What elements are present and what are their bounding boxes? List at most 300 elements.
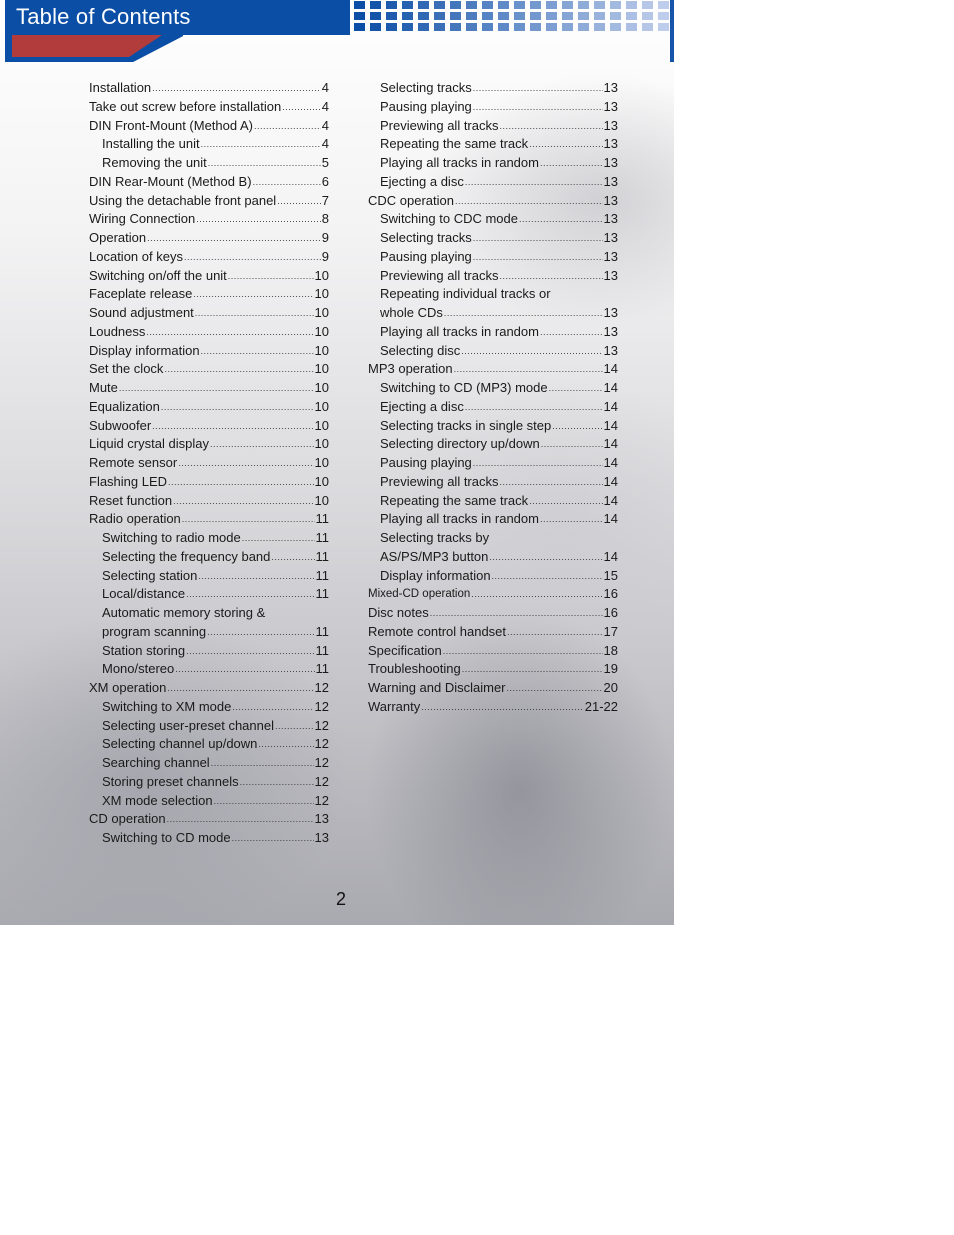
toc-dot-leader [552,417,602,436]
pattern-square [482,12,493,20]
toc-entry-title: Equalization [89,398,160,414]
toc-dot-leader [541,435,603,454]
toc-entry [368,304,618,323]
pattern-square [402,1,413,9]
toc-dot-leader [210,435,314,454]
toc-dot-leader [198,567,314,586]
toc-entry-title: whole CDs [380,305,443,320]
toc-entry [89,623,329,642]
toc-entry-page: 11 [315,623,329,639]
toc-entry [89,323,329,342]
toc-entry [89,810,329,829]
pattern-square [642,23,653,31]
toc-entry [368,548,618,567]
toc-dot-leader [164,360,313,379]
toc-entry [368,604,618,623]
toc-entry-title: Warranty [368,698,421,714]
toc-entry-title: XM operation [89,680,167,695]
toc-entry [368,567,618,586]
toc-dot-leader [266,604,328,623]
toc-entry-title: XM mode selection [102,792,213,808]
toc-entry [89,79,329,98]
toc-entry [89,492,329,511]
toc-entry-page: 14 [603,417,618,433]
pattern-square [514,1,525,9]
toc-entry-page: 10 [314,398,329,414]
toc-entry [368,660,618,679]
toc-entry [368,454,618,473]
toc-column-left [89,79,329,848]
toc-entry [89,454,329,473]
toc-entry [368,173,618,192]
toc-dot-leader [167,810,314,829]
toc-entry-title: Selecting disc [380,342,461,358]
toc-entry [368,435,618,454]
pattern-square [546,1,557,9]
toc-entry-title: Specification [368,642,442,658]
toc-dot-leader [195,304,314,323]
toc-entry-title: DIN Rear-Mount (Method B) [89,173,252,189]
toc-dot-leader [161,398,314,417]
toc-entry [89,473,329,492]
toc-entry-title: Station storing [102,642,186,658]
toc-entry-page: 11 [315,586,329,602]
toc-dot-leader [465,173,603,192]
toc-entry-page: 14 [603,492,618,508]
pattern-square [418,23,429,31]
toc-entry-title: CD operation [89,811,166,827]
toc-dot-leader [196,210,321,229]
toc-dot-leader [489,548,602,567]
toc-entry [89,717,329,736]
toc-dot-leader [201,135,321,154]
toc-entry-page: 12 [314,698,329,714]
toc-dot-leader [540,154,603,173]
toc-entry [89,773,329,792]
toc-dot-leader [232,698,313,717]
toc-entry-title: Remote control handset [368,623,507,639]
toc-entry [89,510,329,529]
pattern-square [658,12,669,20]
pattern-square [578,1,589,9]
toc-entry [368,285,618,304]
pattern-square [418,12,429,20]
pattern-square [594,12,605,20]
toc-entry-title: Radio operation [89,511,181,527]
toc-entry [368,323,618,342]
toc-entry [89,735,329,754]
toc-dot-leader [147,229,321,248]
page-number: 2 [336,889,347,909]
toc-entry-page: 10 [314,380,329,395]
toc-entry-page: 13 [603,155,618,170]
pattern-square [610,23,621,31]
toc-entry-title: Display information [380,567,491,583]
toc-entry-title: Repeating individual tracks or [380,286,551,302]
toc-entry [89,135,329,154]
toc-dot-leader [507,679,603,698]
toc-entry-title: Switching on/off the unit [89,267,227,283]
toc-entry-title: Installing the unit [102,136,200,152]
toc-entry [89,342,329,361]
toc-dot-leader [490,529,617,548]
toc-entry-page: 10 [314,361,329,377]
toc-entry-title: Troubleshooting [368,661,461,677]
toc-entry [368,642,618,661]
pattern-square [610,1,621,9]
pattern-square [610,12,621,20]
toc-dot-leader [430,604,603,623]
toc-entry [368,473,618,492]
toc-entry-page: 13 [603,173,618,189]
pattern-square [626,23,637,31]
toc-entry-title: Playing all tracks in random [380,323,539,339]
toc-entry-page: 4 [321,80,329,95]
toc-dot-leader [168,473,313,492]
toc-entry [368,529,618,548]
toc-entry-title: Removing the unit [102,155,207,170]
decorative-square-pattern [352,0,670,34]
pattern-square [530,1,541,9]
toc-entry-title: Pausing playing [380,98,472,114]
pattern-square [386,12,397,20]
pattern-square [354,12,365,20]
pattern-square [402,12,413,20]
toc-entry [368,698,618,717]
toc-dot-leader [529,492,602,511]
toc-entry-title: Sound adjustment [89,305,194,320]
toc-entry-page: 13 [603,211,618,227]
toc-entry-page: 13 [603,192,618,208]
toc-entry-title: Subwoofer [89,417,152,433]
toc-entry-title: Playing all tracks in random [380,155,539,170]
toc-entry-page: 12 [314,736,329,752]
toc-entry-title: Using the detachable front panel [89,192,277,208]
pattern-square [594,23,605,31]
toc-entry [368,585,618,604]
toc-entry-page: 12 [314,680,329,695]
toc-entry [89,154,329,173]
toc-entry-page: 10 [314,267,329,283]
toc-entry-title: Display information [89,342,200,358]
toc-entry-title: Ejecting a disc [380,398,464,414]
toc-entry-title: Repeating the same track [380,136,529,152]
pattern-square [402,23,413,31]
toc-entry [89,192,329,211]
toc-entry-page: 4 [321,136,329,152]
pattern-square [578,23,589,31]
toc-dot-leader [462,660,603,679]
toc-entry-page: 12 [314,773,329,789]
pattern-square [514,23,525,31]
toc-entry-page: 14 [603,511,618,527]
toc-entry-title: Operation [89,230,147,245]
toc-entry-title: Previewing all tracks [380,473,499,489]
toc-entry-title: Loudness [89,323,146,339]
toc-entry-page: 13 [603,305,618,320]
toc-entry-title: Selecting tracks [380,230,472,245]
toc-entry-title: Mono/stereo [102,661,175,677]
toc-entry-page: 14 [603,436,618,452]
toc-dot-leader [175,660,314,679]
toc-entry-title: Searching channel [102,755,210,770]
toc-entry-title: AS/PS/MP3 button [380,548,489,564]
toc-entry-title: Selecting tracks in single step [380,417,552,433]
toc-entry-page: 11 [315,661,329,677]
toc-entry-page: 13 [603,80,618,95]
toc-entry-page: 13 [603,267,618,283]
pattern-square [578,12,589,20]
pattern-square [530,12,541,20]
toc-entry-page: 10 [314,305,329,320]
toc-dot-leader [193,285,313,304]
toc-entry [368,267,618,286]
toc-entry-page: 14 [603,361,618,377]
toc-entry [368,510,618,529]
toc-entry [89,173,329,192]
toc-entry-page: 13 [603,136,618,152]
toc-entry-title: Switching to radio mode [102,530,241,545]
toc-entry [89,567,329,586]
toc-entry-page: 14 [603,548,618,564]
toc-dot-leader [152,79,321,98]
toc-entry-title: Selecting channel up/down [102,736,258,752]
pattern-square [370,1,381,9]
toc-dot-leader [471,585,602,604]
toc-entry [89,642,329,661]
toc-entry-page: 12 [314,755,329,770]
toc-entry [368,154,618,173]
toc-entry-title: Flashing LED [89,473,168,489]
pattern-square [466,1,477,9]
pattern-square [466,12,477,20]
toc-entry [89,304,329,323]
toc-entry [89,548,329,567]
pattern-square [386,23,397,31]
toc-dot-leader [254,117,321,136]
pattern-square [562,1,573,9]
toc-dot-leader [152,417,313,436]
toc-entry [89,698,329,717]
toc-dot-leader [275,717,314,736]
toc-entry-page: 10 [314,436,329,452]
toc-dot-leader [500,117,603,136]
toc-column-right [368,79,618,717]
pattern-square [546,12,557,20]
toc-dot-leader [500,267,603,286]
toc-entry-title: Remote sensor [89,455,178,470]
toc-entry-title: Mixed-CD operation [368,588,471,601]
toc-entry-page: 7 [321,192,329,208]
pattern-square [530,23,541,31]
toc-dot-leader [473,454,603,473]
toc-dot-leader [242,529,315,548]
toc-entry [89,248,329,267]
toc-entry [89,379,329,398]
toc-dot-leader [146,323,313,342]
toc-entry-title: Warning and Disclaimer [368,680,506,695]
toc-dot-leader [443,642,603,661]
toc-entry-page: 13 [603,342,618,358]
toc-dot-leader [552,285,617,304]
toc-entry-title: Selecting tracks [380,80,472,95]
pattern-square [642,12,653,20]
toc-entry [368,79,618,98]
toc-entry [368,360,618,379]
toc-entry-title: Wiring Connection [89,211,196,227]
toc-entry-page: 13 [603,230,618,245]
toc-entry-page: 10 [314,286,329,302]
toc-dot-leader [519,210,603,229]
pattern-square [546,23,557,31]
toc-entry-page: 13 [314,830,329,845]
toc-dot-leader [186,642,314,661]
toc-entry-title: Switching to CD mode [102,830,231,845]
toc-entry-page: 4 [321,98,329,114]
toc-entry-page: 11 [315,511,329,527]
toc-entry [89,754,329,773]
pattern-square [642,1,653,9]
toc-entry [368,192,618,211]
toc-entry [89,660,329,679]
pattern-square [498,23,509,31]
toc-entry [89,417,329,436]
toc-entry [89,285,329,304]
toc-entry-title: Faceplate release [89,286,193,302]
toc-entry-title: Selecting tracks by [380,530,490,545]
toc-entry [89,267,329,286]
toc-dot-leader [240,773,314,792]
pattern-square [354,23,365,31]
toc-dot-leader [507,623,603,642]
toc-entry-title: Storing preset channels [102,773,239,789]
pattern-square [482,23,493,31]
pattern-square [626,1,637,9]
toc-entry-title: Set the clock [89,361,164,377]
toc-entry [368,379,618,398]
toc-dot-leader [173,492,313,511]
pattern-square [466,23,477,31]
pattern-square [434,12,445,20]
pattern-square [386,1,397,9]
toc-dot-leader [455,192,603,211]
pattern-square [370,12,381,20]
toc-entry-title: Local/distance [102,586,186,602]
toc-entry-title: Automatic memory storing & [102,605,266,620]
toc-entry-title: Take out screw before installation [89,98,282,114]
toc-entry-page: 15 [603,567,618,583]
toc-dot-leader [228,267,314,286]
pattern-square [450,23,461,31]
toc-entry-page: 20 [603,680,618,695]
toc-entry-page: 11 [315,548,329,564]
toc-entry-page: 12 [314,717,329,733]
pattern-square [658,1,669,9]
toc-entry [368,98,618,117]
pattern-square [514,12,525,20]
toc-entry [368,342,618,361]
toc-entry [89,604,329,623]
toc-entry-title: Pausing playing [380,455,472,470]
toc-entry-page: 13 [603,248,618,264]
toc-dot-leader [271,548,314,567]
toc-entry [368,679,618,698]
toc-entry [89,210,329,229]
toc-entry-title: Previewing all tracks [380,117,499,133]
toc-entry-page: 9 [321,248,329,264]
toc-entry-page: 14 [603,380,618,395]
toc-entry-page: 11 [315,530,329,545]
toc-entry [368,210,618,229]
toc-dot-leader [277,192,321,211]
pattern-square [450,12,461,20]
toc-entry-page: 16 [603,586,618,602]
toc-entry-page: 12 [314,792,329,808]
pattern-square [498,12,509,20]
toc-dot-leader [454,360,603,379]
toc-entry-page: 10 [314,417,329,433]
toc-entry-page: 10 [314,342,329,358]
toc-entry-page: 11 [315,642,329,658]
toc-entry-page: 10 [314,455,329,470]
toc-entry-title: CDC operation [368,192,454,208]
toc-dot-leader [182,510,315,529]
toc-entry-page: 19 [603,661,618,677]
toc-entry-title: Disc notes [368,605,429,620]
toc-dot-leader [186,585,314,604]
pattern-square [498,1,509,9]
toc-entry-title: Mute [89,380,118,395]
toc-dot-leader [540,323,603,342]
toc-entry [89,792,329,811]
toc-entry [89,829,329,848]
toc-entry-title: Switching to CD (MP3) mode [380,380,548,395]
toc-dot-leader [214,792,314,811]
toc-entry-title: Location of keys [89,248,183,264]
toc-entry-title: Reset function [89,492,173,508]
toc-entry [368,135,618,154]
pattern-square [562,23,573,31]
toc-dot-leader [473,229,603,248]
toc-dot-leader [184,248,321,267]
toc-entry [89,360,329,379]
toc-dot-leader [549,379,603,398]
toc-entry-page: 8 [321,211,329,227]
toc-dot-leader [167,679,313,698]
toc-dot-leader [207,623,314,642]
toc-entry [89,435,329,454]
toc-dot-leader [540,510,603,529]
toc-dot-leader [473,98,603,117]
pattern-square [354,1,365,9]
toc-dot-leader [211,754,314,773]
toc-dot-leader [232,829,314,848]
toc-entry [89,98,329,117]
pattern-square [450,1,461,9]
toc-entry-page: 13 [603,117,618,133]
toc-entry-page: 13 [603,98,618,114]
toc-entry-title: Selecting station [102,567,198,583]
pattern-square [482,1,493,9]
toc-entry-page: 9 [321,230,329,245]
toc-entry-page: 14 [603,455,618,470]
toc-entry [368,492,618,511]
toc-entry-page: 21-22 [584,698,618,714]
toc-dot-leader [473,79,603,98]
page-title: Table of Contents [16,4,191,29]
toc-entry-page: 18 [603,642,618,658]
pattern-square [658,23,669,31]
